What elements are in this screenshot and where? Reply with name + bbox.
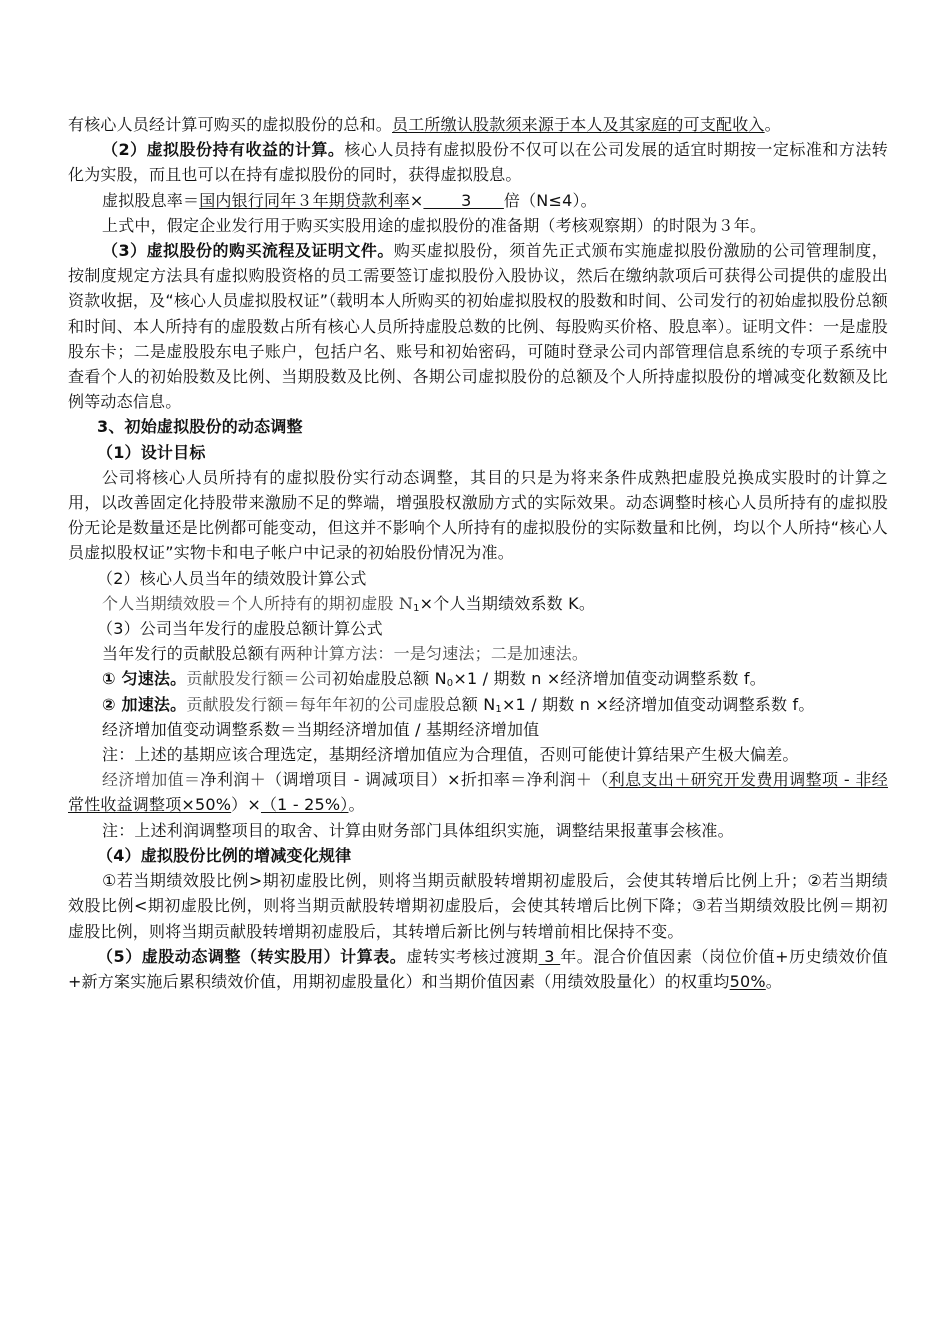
heading-text: （1）设计目标	[97, 442, 206, 462]
text: 虚拟股息率＝	[102, 190, 200, 210]
text: 虚转实考核过渡期	[406, 946, 539, 966]
text: ×	[409, 190, 424, 210]
heading-dynamic-adjust	[68, 414, 888, 439]
paragraph-purchase-total	[68, 112, 888, 137]
heading-text: 3、初始虚拟股份的动态调整	[97, 417, 303, 437]
underlined-text: （1 - 25%）	[260, 795, 349, 815]
subscript: 1	[495, 703, 502, 715]
method-label: ① 匀速法。	[102, 669, 187, 689]
text: 核心人员持有虚拟股份不仅可以在公司发展的适宜时期按一定标准和方法转化为实股，而且也可以在持有虚拟股份的同时，获得虚拟股息。	[68, 140, 888, 185]
underlined-text: 员工所缴认股款须来源于本人及其家庭的可支配收入	[392, 115, 765, 134]
heading-performance-formula: （2）核心人员当年的绩效股计算公式	[97, 568, 367, 588]
formula-dividend-rate	[68, 188, 888, 213]
text: ×1 / 期数 n ×经济增加值变动调整系数 f。	[453, 669, 766, 689]
text: 净利润＋（调增项目 - 调减项目）×折扣率＝净利润＋（	[200, 770, 609, 790]
text: ×个人当期绩效系数 K。	[419, 593, 596, 613]
underlined-text: 50%	[729, 971, 766, 991]
heading-total-formula: （3）公司当年发行的虚股总额计算公式	[97, 619, 383, 639]
text: 当年发行的贡献股总额	[102, 644, 265, 664]
paragraph-dividend-calc	[68, 137, 888, 187]
text: ×1 / 期数 n ×经济增加值变动调整系数 f。	[501, 694, 815, 714]
paragraph-two-methods	[68, 641, 888, 666]
text: 。	[348, 795, 365, 815]
multiplier-value: 3	[423, 190, 504, 210]
formula-eva-factor: 经济增加值变动调整系数＝当期经济增加值 / 基期经济增加值	[102, 719, 540, 739]
text: 。	[764, 115, 781, 134]
text: 个人当期绩效股＝个人所持有的期初虚股 N	[102, 593, 414, 613]
heading-ratio-rules	[68, 843, 888, 868]
underlined-text: 3	[538, 946, 561, 966]
section-heading: （2）虚拟股份持有收益的计算。	[102, 140, 345, 160]
section-heading: （5）虚股动态调整（转实股用）计算表。	[97, 946, 407, 966]
heading-design-goal	[68, 440, 888, 465]
text: 。	[765, 971, 782, 991]
heading-text: （4）虚拟股份比例的增减变化规律	[97, 845, 352, 865]
subscript: 0	[446, 678, 454, 690]
underlined-text: 国内银行同年３年期贷款利率	[199, 190, 410, 210]
note-base-period: 注：上述的基期应该合理选定，基期经济增加值应为合理值，否则可能使计算结果产生极大偏差。	[102, 745, 799, 765]
section-heading: （3）虚拟股份的购买流程及证明文件。	[102, 241, 394, 261]
text: 年。混合价值因素（岗位价值+历史绩效价值+新方案实施后累积绩效价值，用期初虚股量化）和当期价值因素（用绩效股量化）的权重均	[68, 946, 888, 991]
document-body	[68, 112, 888, 994]
method-uniform	[68, 666, 888, 691]
method-accelerated	[68, 692, 888, 717]
text: 经济增加值＝	[102, 770, 201, 790]
text: 购买虚拟股份，须首先正式颁布实施虚拟股份激励的公司管理制度，按制度规定方法具有虚拟购股资格的员工需要签订虚拟股份入股协议，然后在缴纳款项后可获得公司提供的虚股出资款收据，及“核心人员虚拟股权证”（载明本人所购买的初始虚拟股权的股数和时间、公司发行的初始虚拟股份总额和时间、本人所持有的虚股数占所有核心人员所持虚股总数的比例、每股购买价格、股息率）。证明文件：一是虚股股东卡；二是虚股股东电子账户，包括户名、账号和初始密码，可随时登录公司内部管理信息系统的专项子系统中查看个人的初始股数及比例、当期股数及比例、各期公司虚拟股份的总额及个人所持虚拟股份的增减变化数额及比例等动态信息。	[68, 241, 888, 412]
subscript: 1	[413, 602, 420, 614]
note-profit-adjust: 注：上述利润调整项目的取舍、计算由财务部门具体组织实施，调整结果报董事会核准。	[102, 820, 734, 840]
paragraph-conversion-table	[68, 944, 888, 994]
paragraph-prep-period: 上式中，假定企业发行用于购买实股用途的虚拟股份的准备期（考核观察期）的时限为３年。	[102, 215, 767, 235]
paragraph-ratio-rules: ①若当期绩效股比例>期初虚股比例，则将当期贡献股转增期初虚股后，会使其转增后比例上升；②若当期绩效股比例<期初虚股比例，则将当期贡献股转增期初虚股后，会使其转增后比例下降；③若当期绩效股比例＝期初虚股比例，则将当期贡献股转增期初虚股后，其转增后新比例与转增前相比保持不变。	[68, 871, 888, 941]
text: 贡献股发行额＝公司	[186, 669, 333, 689]
paragraph-purchase-process	[68, 238, 888, 414]
method-label: ② 加速法。	[102, 694, 187, 714]
text: 有核心人员经计算可购买的虚拟股份的总和。	[68, 115, 393, 134]
text: 有两种计算方法：一是匀速法；二是加速法。	[264, 644, 589, 664]
text: ）×	[231, 795, 261, 815]
formula-eva	[68, 767, 888, 817]
text: 总额 N	[445, 694, 496, 714]
text: 倍（N≤4）。	[503, 190, 597, 210]
paragraph-design-goal: 公司将核心人员所持有的虚拟股份实行动态调整，其目的只是为将来条件成熟把虚股兑换成实股时的计算之用，以改善固定化持股带来激励不足的弊端，增强股权激励方式的实际效果。动态调整时核心人员所持有的虚拟股份无论是数量还是比例都可能变动，但这并不影响个人所持有的虚拟股份的实际数量和比例，均以个人所持“核心人员虚拟股权证”实物卡和电子帐户中记录的初始股份情况为准。	[68, 467, 888, 563]
underlined-text: 利息支出＋研究开发费用调整项 - 非经常性收益调整项×50%	[68, 770, 889, 815]
formula-performance-shares	[68, 591, 888, 616]
text: 贡献股发行额＝每年年初的公司虚股	[186, 694, 446, 714]
text: 初始虚股总额 N	[332, 669, 447, 689]
